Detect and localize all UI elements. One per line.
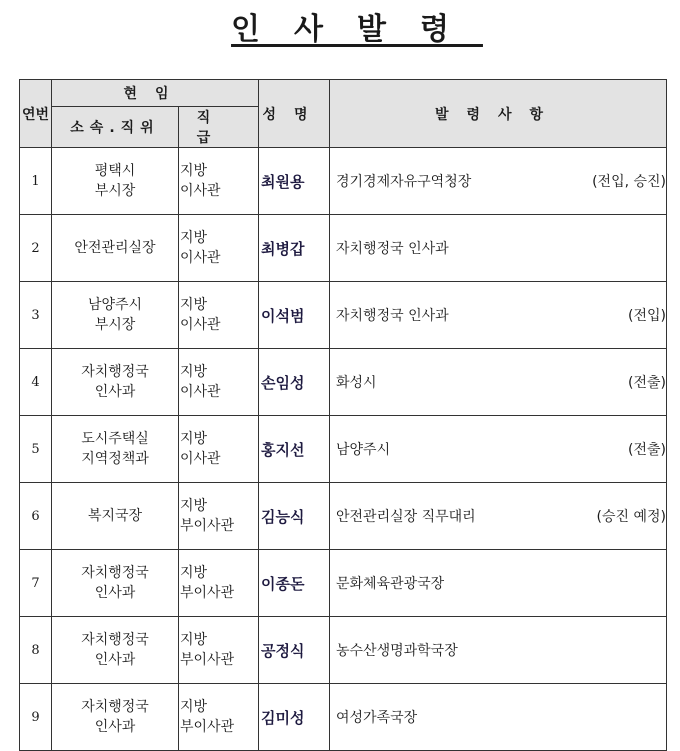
- row-grade: 지방 부이사관: [179, 684, 259, 751]
- row-grade: 지방 이사관: [179, 416, 259, 483]
- row-note: (전출): [628, 442, 666, 458]
- row-appointment-cell: [330, 617, 667, 684]
- table-row: [20, 215, 667, 282]
- page-title: 인사발령: [231, 12, 483, 47]
- row-appointment: 경기경제자유구역청장: [336, 174, 472, 190]
- row-affiliation: 자치행정국 인사과: [52, 349, 179, 416]
- row-appointment: 자치행정국 인사과: [336, 241, 449, 257]
- row-name: 손임성: [259, 349, 330, 416]
- row-name: 최원용: [259, 148, 330, 215]
- row-appointment: 농수산생명과학국장: [336, 643, 458, 659]
- row-name: 이석범: [259, 282, 330, 349]
- row-appointment-cell: [330, 349, 667, 416]
- row-appointment-cell: [330, 215, 667, 282]
- row-note: (전입, 승진): [592, 174, 666, 190]
- row-appointment-cell: [330, 684, 667, 751]
- row-grade: 지방 부이사관: [179, 550, 259, 617]
- row-name: 김능식: [259, 483, 330, 550]
- row-appointment-cell: [330, 416, 667, 483]
- row-note: (전입): [628, 308, 666, 324]
- row-number: 8: [20, 617, 52, 684]
- row-grade: 지방 이사관: [179, 215, 259, 282]
- row-appointment-cell: [330, 282, 667, 349]
- row-appointment-cell: [330, 550, 667, 617]
- table-row: [20, 148, 667, 215]
- row-affiliation: 안전관리실장: [52, 215, 179, 282]
- row-appointment-cell: [330, 483, 667, 550]
- row-name: 김미성: [259, 684, 330, 751]
- row-appointment: 남양주시: [336, 442, 391, 458]
- row-number: 4: [20, 349, 52, 416]
- row-appointment-cell: [330, 148, 667, 215]
- row-appointment: 자치행정국 인사과: [336, 308, 449, 324]
- row-number: 9: [20, 684, 52, 751]
- row-grade: 지방 이사관: [179, 282, 259, 349]
- row-note: (전출): [628, 375, 666, 391]
- row-appointment: 여성가족국장: [336, 710, 418, 726]
- row-affiliation: 남양주시 부시장: [52, 282, 179, 349]
- row-grade: 지방 이사관: [179, 349, 259, 416]
- row-affiliation: 자치행정국 인사과: [52, 550, 179, 617]
- table-row: [20, 282, 667, 349]
- row-affiliation: 자치행정국 인사과: [52, 617, 179, 684]
- table-row: [20, 416, 667, 483]
- row-name: 최병갑: [259, 215, 330, 282]
- table-row: [20, 684, 667, 751]
- row-appointment: 화성시: [336, 375, 377, 391]
- header-affiliation: 소속.직위: [52, 107, 179, 148]
- table-row: [20, 617, 667, 684]
- header-appointment: 발령사항: [330, 80, 667, 148]
- row-number: 3: [20, 282, 52, 349]
- row-number: 1: [20, 148, 52, 215]
- row-appointment: 안전관리실장 직무대리: [336, 509, 476, 525]
- row-grade: 지방 이사관: [179, 148, 259, 215]
- row-affiliation: 자치행정국 인사과: [52, 684, 179, 751]
- row-number: 7: [20, 550, 52, 617]
- row-affiliation: 복지국장: [52, 483, 179, 550]
- row-number: 5: [20, 416, 52, 483]
- row-name: 홍지선: [259, 416, 330, 483]
- appointment-table: [19, 79, 667, 751]
- header-name: 성명: [259, 80, 330, 148]
- header-no: 연번: [20, 80, 52, 148]
- row-note: (승진 예정): [596, 509, 666, 525]
- row-affiliation: 도시주택실 지역정책과: [52, 416, 179, 483]
- row-number: 2: [20, 215, 52, 282]
- row-name: 이종돈: [259, 550, 330, 617]
- header-grade: 직급: [179, 107, 259, 148]
- table-row: [20, 550, 667, 617]
- table-row: [20, 349, 667, 416]
- header-current: 현임: [52, 80, 259, 107]
- row-appointment: 문화체육관광국장: [336, 576, 445, 592]
- row-affiliation: 평택시 부시장: [52, 148, 179, 215]
- table-row: [20, 483, 667, 550]
- row-number: 6: [20, 483, 52, 550]
- row-grade: 지방 부이사관: [179, 483, 259, 550]
- row-name: 공정식: [259, 617, 330, 684]
- row-grade: 지방 부이사관: [179, 617, 259, 684]
